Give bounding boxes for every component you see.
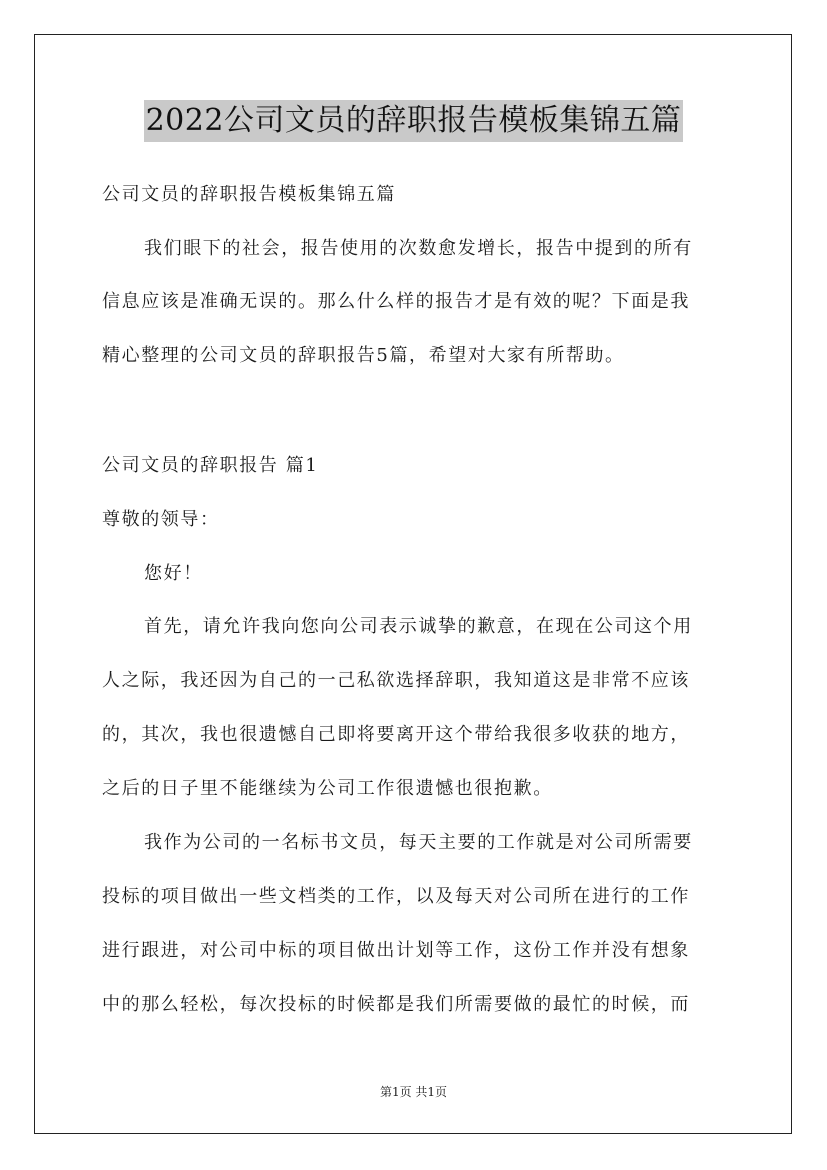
paragraph-line: 之后的日子里不能继续为公司工作很遗憾也很抱歉。 bbox=[102, 778, 553, 799]
intro-line: 信息应该是准确无误的。那么什么样的报告才是有效的呢？下面是我 bbox=[102, 291, 690, 312]
document-title: 2022公司文员的辞职报告模板集锦五篇 bbox=[144, 100, 684, 142]
paragraph-line: 首先，请允许我向您向公司表示诚挚的歉意，在现在公司这个用 bbox=[144, 616, 693, 637]
paragraph-line: 的，其次，我也很遗憾自己即将要离开这个带给我很多收获的地方， bbox=[102, 724, 690, 745]
paragraph-line: 我作为公司的一名标书文员，每天主要的工作就是对公司所需要 bbox=[144, 832, 693, 853]
intro-line: 精心整理的公司文员的辞职报告5篇，希望对大家有所帮助。 bbox=[102, 345, 625, 366]
paragraph-line: 中的那么轻松，每次投标的时候都是我们所需要做的最忙的时候，而 bbox=[102, 994, 690, 1015]
page-number-footer: 第1页 共1页 bbox=[379, 1085, 448, 1099]
title-container bbox=[0, 100, 827, 142]
salutation: 尊敬的领导： bbox=[102, 509, 220, 530]
paragraph-line: 进行跟进，对公司中标的项目做出计划等工作，这份工作并没有想象 bbox=[102, 940, 690, 961]
greeting: 您好！ bbox=[144, 563, 203, 584]
document-subtitle: 公司文员的辞职报告模板集锦五篇 bbox=[102, 184, 396, 205]
paragraph-line: 人之际，我还因为自己的一己私欲选择辞职，我知道这是非常不应该 bbox=[102, 670, 690, 691]
section-heading: 公司文员的辞职报告 篇1 bbox=[102, 455, 319, 476]
paragraph-line: 投标的项目做出一些文档类的工作，以及每天对公司所在进行的工作 bbox=[102, 886, 690, 907]
intro-line: 我们眼下的社会，报告使用的次数愈发增长，报告中提到的所有 bbox=[144, 238, 693, 259]
